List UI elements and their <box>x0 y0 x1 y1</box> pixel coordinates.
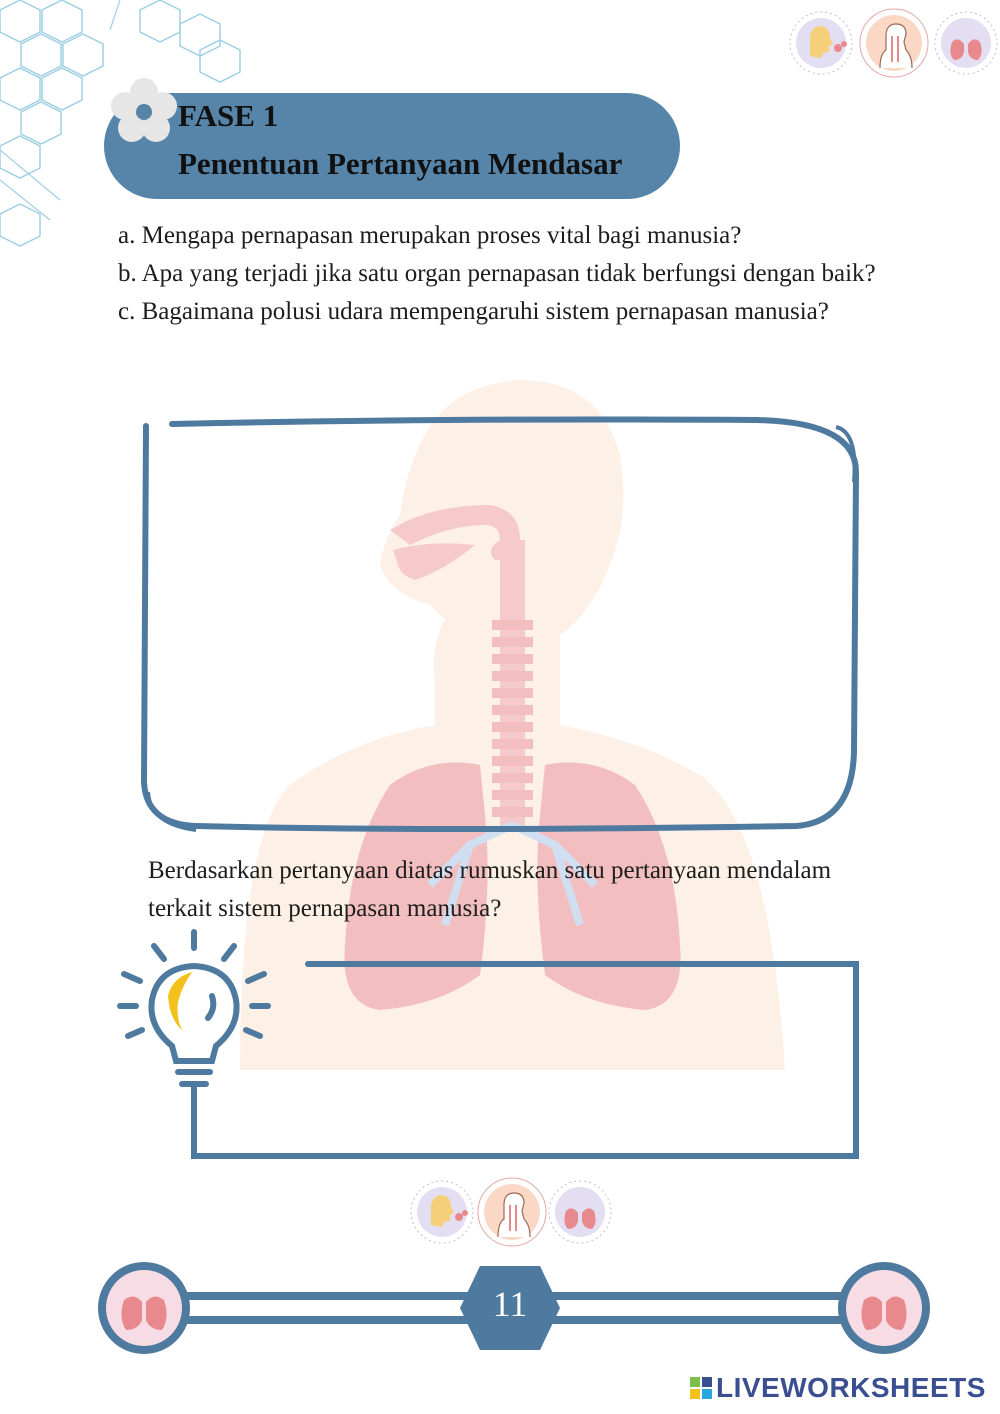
prompt-text: Berdasarkan pertanyaan diatas rumuskan satu pertanyaan mendalam terkait sistem pernapasan manusia? <box>148 857 832 922</box>
brand-mark-icon <box>690 1377 712 1399</box>
answer-input-1[interactable] <box>160 432 840 817</box>
throat-anatomy-icon <box>478 1178 546 1246</box>
phase-title: FASE 1 <box>178 98 279 133</box>
top-icons-group <box>788 6 998 86</box>
flower-icon <box>104 72 184 152</box>
phase-subtitle: Penentuan Pertanyaan Mendasar <box>178 146 623 181</box>
middle-icons-group <box>408 1172 618 1252</box>
lungs-icon <box>935 12 997 74</box>
lungs-icon <box>838 1262 930 1354</box>
answer-input-2[interactable] <box>300 975 845 1145</box>
page-number: 11 <box>492 1284 528 1324</box>
question-a: a. Mengapa pernapasan merupakan proses vital bagi manusia? <box>118 222 742 249</box>
question-c: c. Bagaimana polusi udara mempengaruhi sistem pernapasan manusia? <box>118 298 829 325</box>
question-b: b. Apa yang terjadi jika satu organ pernapasan tidak berfungsi dengan baik? <box>118 260 876 287</box>
lungs-icon <box>549 1181 611 1243</box>
breathing-face-icon <box>411 1181 473 1243</box>
throat-anatomy-icon <box>860 9 928 77</box>
brand-logo <box>690 1372 986 1404</box>
breathing-face-icon <box>790 12 852 74</box>
lungs-icon <box>98 1262 190 1354</box>
brand-name: LIVEWORKSHEETS <box>716 1372 986 1403</box>
question-list <box>118 217 878 331</box>
